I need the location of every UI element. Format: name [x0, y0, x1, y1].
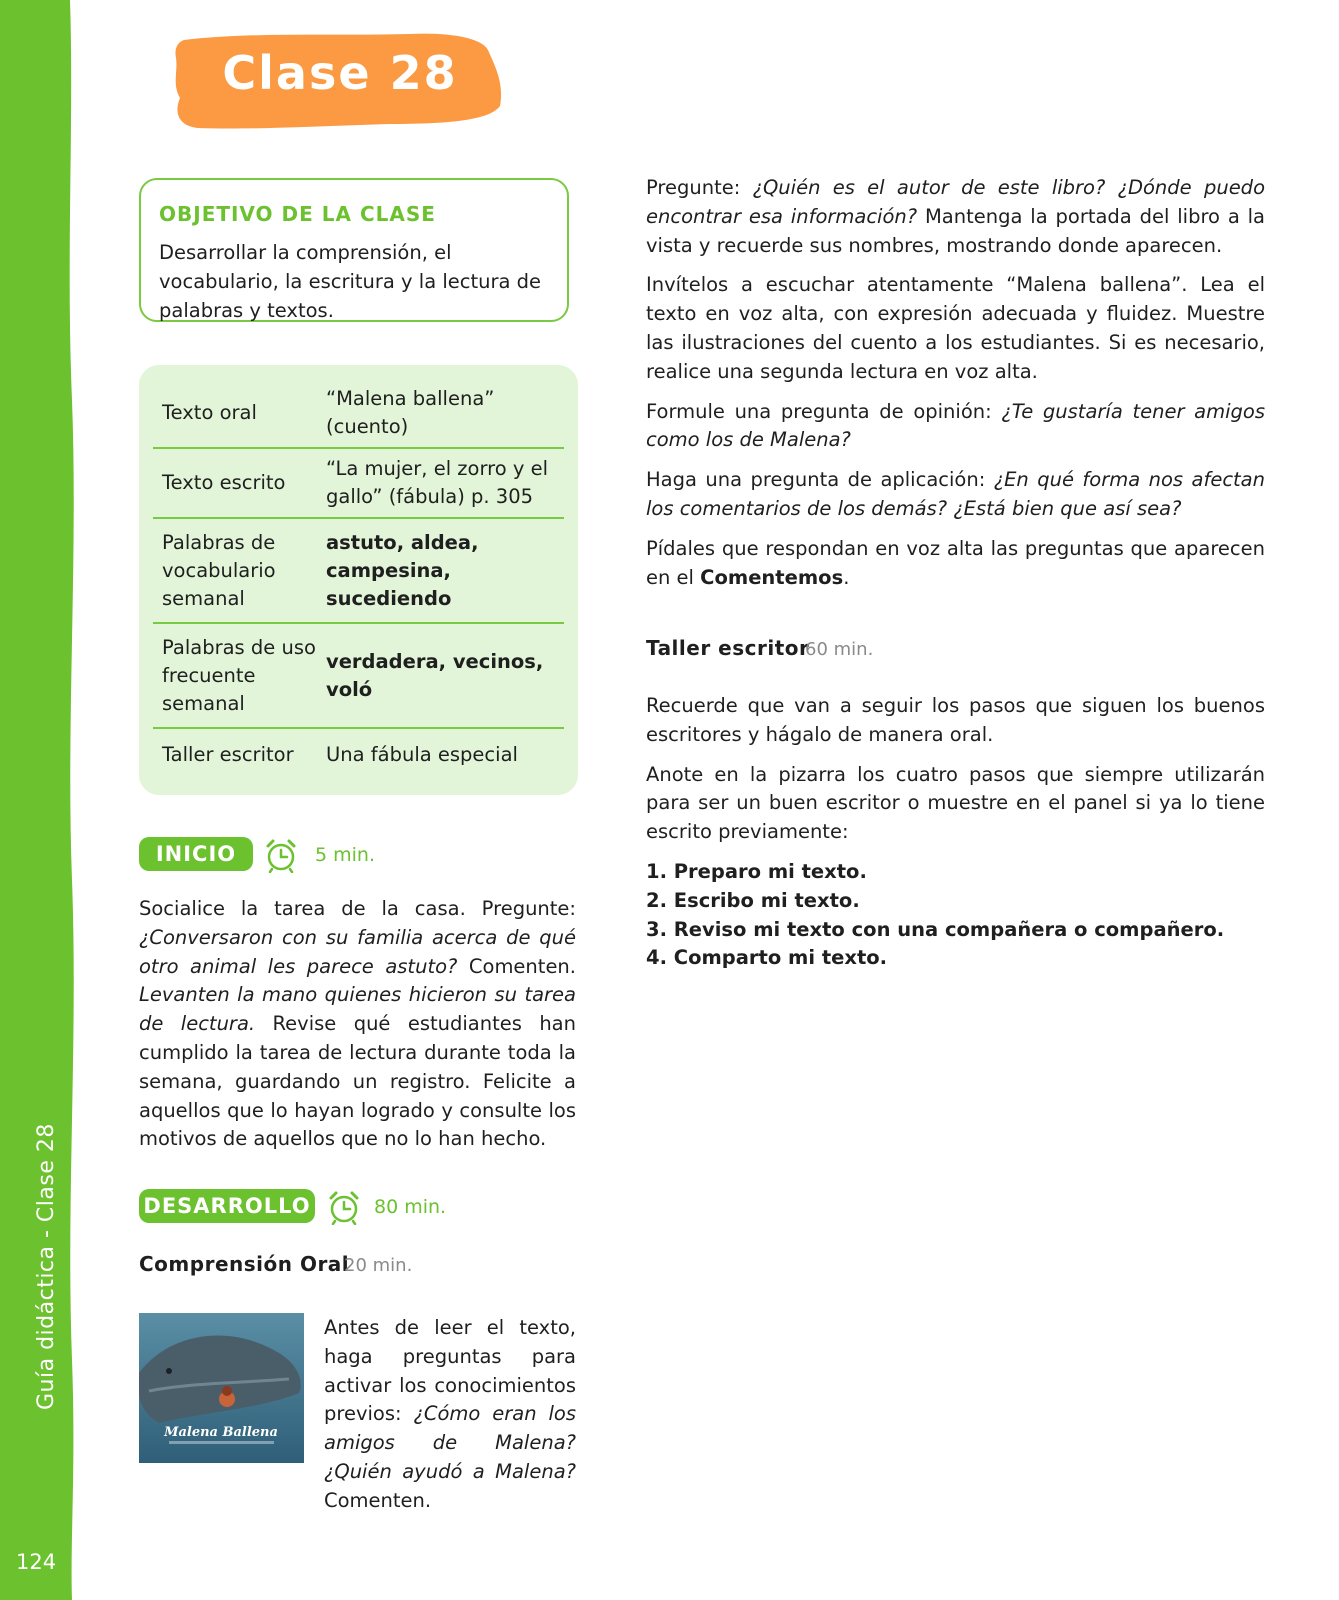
- writing-step: 2. Escribo mi texto.: [646, 888, 860, 912]
- text-segment: Antes de leer el texto, haga preguntas para activar los conocimientos previos:: [324, 1316, 576, 1426]
- taller-escritor-time: 60 min.: [805, 639, 874, 660]
- objective-box: [139, 178, 569, 322]
- objective-heading: OBJETIVO DE LA CLASE: [159, 202, 436, 226]
- summary-value: verdadera, vecinos, voló: [326, 649, 544, 701]
- inicio-paragraph: [139, 895, 576, 1165]
- taller-escritor-heading: Taller escritor: [646, 636, 810, 660]
- text-segment-italic: ¿Te gustaría tener amigos como los de Malena?: [646, 399, 1265, 452]
- comprension-oral-time: 20 min.: [344, 1255, 413, 1276]
- writing-steps-list: [646, 858, 1224, 973]
- objective-text: Desarrollar la comprensión, el vocabulario, la escritura y la lectura de palabras y textos.: [159, 241, 542, 322]
- right-column-text: [646, 174, 1265, 603]
- text-segment: Haga una pregunta de aplicación:: [646, 468, 994, 492]
- summary-value: “La mujer, el zorro y el gallo” (fábula) p. 305: [326, 457, 549, 508]
- text-segment: Pregunte:: [646, 176, 753, 199]
- sidebar-label: Guía didáctica - Clase 28: [34, 1123, 59, 1410]
- summary-label: Texto escrito: [162, 471, 286, 494]
- comprension-oral-paragraph: [324, 1314, 576, 1527]
- paragraph-application-question: [646, 466, 1265, 524]
- paragraph-taller-intro: Recuerde que van a seguir los pasos que siguen los buenos escritores y hágalo de manera oral.: [646, 694, 1265, 746]
- alarm-clock-icon: [263, 837, 299, 873]
- summary-label: Taller escritor: [162, 743, 294, 766]
- text-segment: Revise qué estudiantes han cumplido la tarea de lectura durante toda la semana, guardando un registro. Felicite a aquellos que lo hayan logrado y consulte los motivos de aquellos que no lo han hecho.: [139, 1012, 576, 1151]
- writing-step: 3. Reviso mi texto con una compañera o compañero.: [646, 917, 1225, 941]
- summary-card: [139, 365, 578, 795]
- text-segment: Comenten.: [324, 1488, 432, 1512]
- text-segment: Mantenga la portada del libro a la vista y recuerde sus nombres, mostrando donde aparecen.: [646, 204, 1266, 257]
- summary-row: [153, 624, 564, 729]
- taller-text: [646, 692, 1265, 858]
- summary-label: Palabras de uso frecuente semanal: [162, 635, 316, 715]
- writing-step: 1. Preparo mi texto.: [646, 860, 867, 883]
- inicio-time: 5 min.: [315, 844, 375, 866]
- text-segment: .: [843, 565, 850, 589]
- summary-row: [153, 519, 564, 624]
- summary-row: [153, 729, 564, 781]
- summary-label: Palabras de vocabulario semanal: [162, 530, 276, 610]
- paragraph-author-question: [646, 174, 1265, 260]
- summary-row: [153, 379, 564, 449]
- text-segment-italic: ¿Conversaron con su familia acerca de qué otro animal les parece astuto?: [139, 925, 576, 978]
- summary-label: Texto oral: [162, 401, 257, 424]
- comprension-oral-heading: Comprensión Oral: [139, 1252, 350, 1276]
- summary-value: “Malena ballena” (cuento): [326, 387, 495, 438]
- text-segment-italic: Levanten la mano quienes hicieron su tarea de lectura.: [139, 983, 576, 1036]
- summary-value: astuto, aldea, campesina, sucediendo: [326, 530, 479, 610]
- paragraph-comentemos: [646, 535, 1265, 593]
- text-segment-bold: Comentemos: [700, 565, 844, 589]
- desarrollo-time: 80 min.: [374, 1196, 447, 1218]
- inicio-badge: INICIO: [139, 837, 253, 871]
- writing-step: 4. Comparto mi texto.: [646, 946, 888, 970]
- desarrollo-badge: DESARROLLO: [139, 1189, 315, 1223]
- book-cover-title: Malena Ballena: [164, 1425, 278, 1440]
- book-cover-image: [139, 1313, 304, 1463]
- paragraph-taller-steps-intro: Anote en la pizarra los cuatro pasos que siempre utilizarán para ser un buen escritor o muestre en el panel si ya lo tiene escrito previamente:: [646, 762, 1265, 844]
- text-segment: Socialice la tarea de la casa. Pregunte:: [139, 897, 576, 920]
- text-segment-italic: ¿En qué forma nos afectan los comentarios de los demás? ¿Está bien que así sea?: [646, 468, 1265, 520]
- text-segment: Pídales que respondan en voz alta las preguntas que aparecen en el: [646, 536, 1265, 589]
- text-segment: Formule una pregunta de opinión:: [646, 399, 1002, 423]
- summary-value: Una fábula especial: [326, 743, 518, 766]
- summary-row: [153, 449, 564, 519]
- page-title: Clase 28: [222, 46, 458, 100]
- text-segment-italic: ¿Quién es el autor de este libro? ¿Dónde puedo encontrar esa información?: [646, 176, 1265, 228]
- alarm-clock-icon: [326, 1189, 362, 1225]
- text-segment: Comenten.: [457, 954, 576, 978]
- paragraph-reading-instructions: Invítelos a escuchar atentamente “Malena ballena”. Lea el texto en voz alta, con expresión adecuada y fluidez. Muestre las ilustraciones del cuento a los estudiantes. Si es necesario, realice una segunda lectura en voz alta.: [646, 273, 1265, 383]
- page-number: 124: [16, 1550, 57, 1574]
- page-title-banner: [170, 28, 510, 132]
- paragraph-opinion-question: [646, 398, 1265, 456]
- text-segment-italic: ¿Cómo eran los amigos de Malena? ¿Quién ayudó a Malena?: [324, 1402, 576, 1483]
